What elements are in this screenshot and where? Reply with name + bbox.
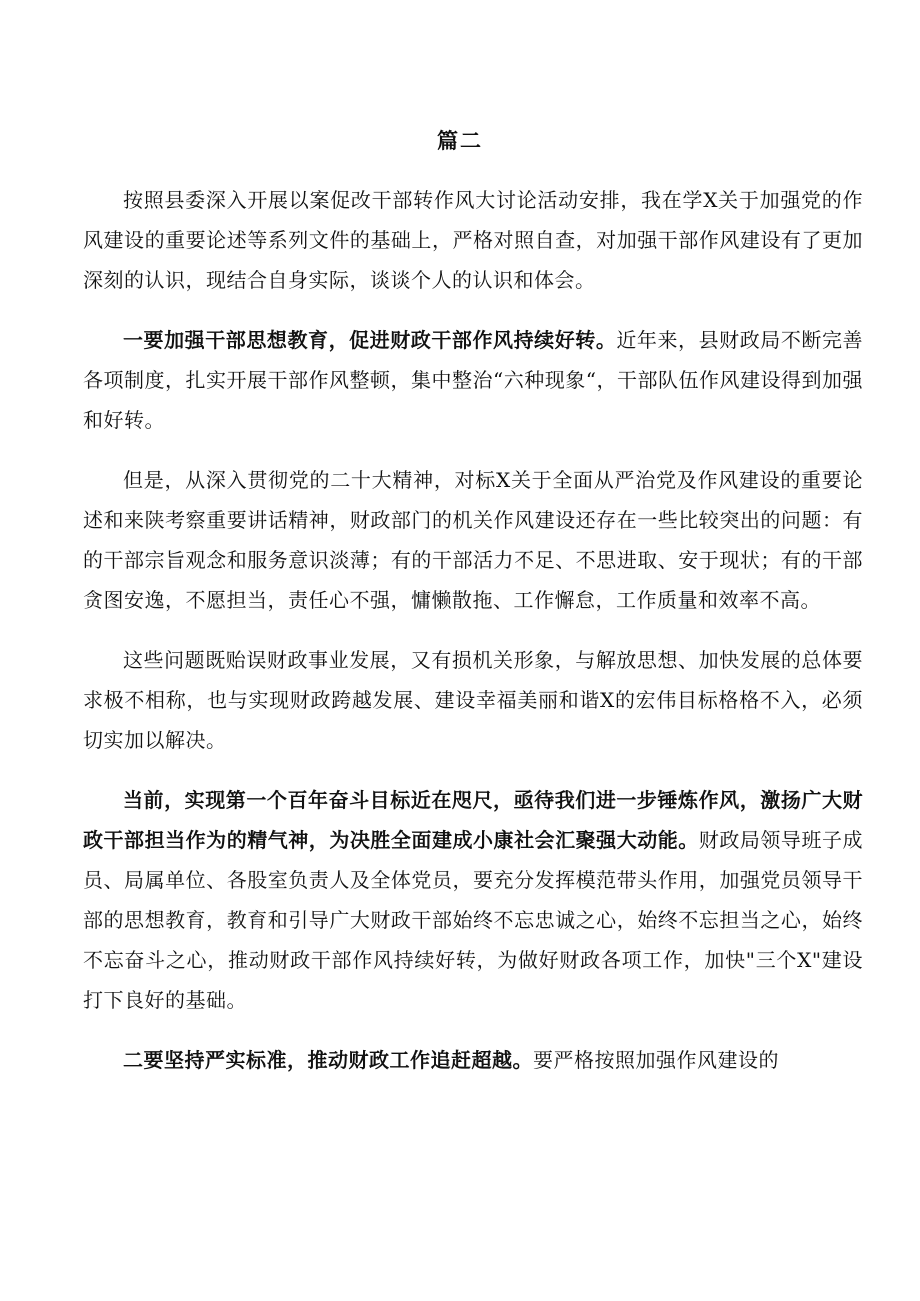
paragraph-6 [83,1040,863,1080]
paragraph-6-text: 要严格按照加强作风建设的 [533,1048,779,1072]
paragraph-2-heading: 一要加强干部思想教育，促进财政干部作风持续好转。 [123,328,617,352]
paragraph-4 [83,640,863,760]
document-body [83,180,863,1100]
paragraph-2-text: 近年来，县财政局不断完善各项制度，扎实开展干部作风整顿，集中整治“六种现象“，干部队伍作风建设得到加强和好转。 [83,328,864,432]
paragraph-3-text: 但是，从深入贯彻党的二十大精神，对标X关于全面从严治党及作风建设的重要论述和来陕考察重要讲话精神，财政部门的机关作风建设还存在一些比较突出的问题：有的干部宗旨观念和服务意识淡薄；有的干部活力不足、不思进取、安于现状；有的干部贪图安逸，不愿担当，责任心不强，慵懒散拖、工作懈怠，工作质量和效率不高。 [83,468,863,612]
paragraph-5 [83,780,863,1020]
paragraph-1-text: 按照县委深入开展以案促改干部转作风大讨论活动安排，我在学X关于加强党的作风建设的重要论述等系列文件的基础上，严格对照自查，对加强干部作风建设有了更加深刻的认识，现结合自身实际，谈谈个人的认识和体会。 [83,188,863,292]
paragraph-5-heading: 当前，实现第一个百年奋斗目标近在咫尺，亟待我们进一步锤炼作风，激扬广大财政干部担当作为的精气神，为决胜全面建成小康社会汇聚强大动能。 [83,788,863,852]
document-title: 篇二 [437,128,483,153]
paragraph-3 [83,460,863,620]
paragraph-1 [83,180,863,300]
paragraph-6-heading: 二要坚持严实标准，推动财政工作追赶超越。 [123,1048,533,1072]
paragraph-5-text: 财政局领导班子成员、局属单位、各股室负责人及全体党员，要充分发挥模范带头作用，加强党员领导干部的思想教育，教育和引导广大财政干部始终不忘忠诚之心，始终不忘担当之心，始终不忘奋斗之心，推动财政干部作风持续好转，为做好财政各项工作，加快"三个X"建设打下良好的基础。 [83,828,864,1012]
paragraph-4-text: 这些问题既贻误财政事业发展，又有损机关形象，与解放思想、加快发展的总体要求极不相称，也与实现财政跨越发展、建设幸福美丽和谐X的宏伟目标格格不入，必须切实加以解决。 [83,648,863,752]
paragraph-2 [83,320,863,440]
